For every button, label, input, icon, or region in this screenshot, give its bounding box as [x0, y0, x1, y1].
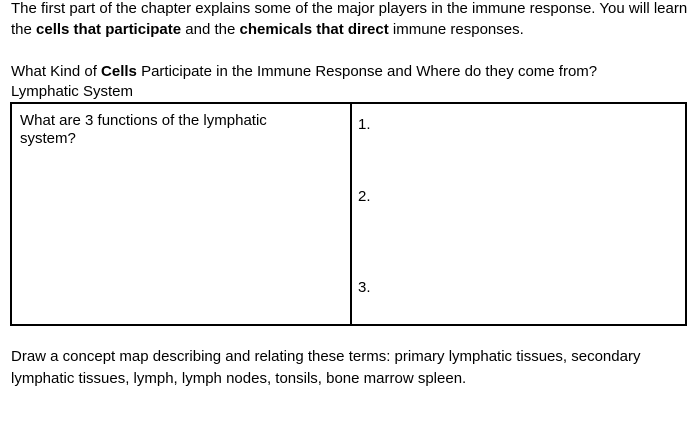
intro-text-3: immune responses.	[388, 21, 524, 38]
table-question: What are 3 functions of the lymphatic system?	[20, 112, 267, 147]
answer-number-3: 3.	[358, 279, 371, 296]
concept-map-instructions: Draw a concept map describing and relating these terms: primary lymphatic tissues, secondary lymphatic tissues, lymph, lymph nodes, tonsils, bone marrow spleen.	[11, 348, 641, 387]
answer-number-2: 2.	[358, 188, 371, 205]
heading-text-2: Participate in the Immune Response and Where do they come from?	[136, 63, 598, 80]
intro-bold-cells: cells that participate	[36, 21, 182, 38]
heading-subheading: Lymphatic System	[11, 83, 133, 100]
table-column-divider	[350, 104, 352, 324]
intro-text-2: and the	[181, 21, 240, 38]
heading-bold-cells: Cells	[101, 63, 137, 80]
answer-number-1: 1.	[358, 116, 371, 133]
intro-bold-chemicals: chemicals that direct	[239, 21, 389, 38]
section-heading	[11, 62, 691, 102]
functions-table	[10, 102, 687, 326]
heading-text-1: What Kind of	[11, 63, 102, 80]
intro-text-1: The first part of the chapter explains some of the major players in the immune response. You will learn the	[11, 0, 688, 38]
intro-paragraph	[11, 0, 691, 40]
